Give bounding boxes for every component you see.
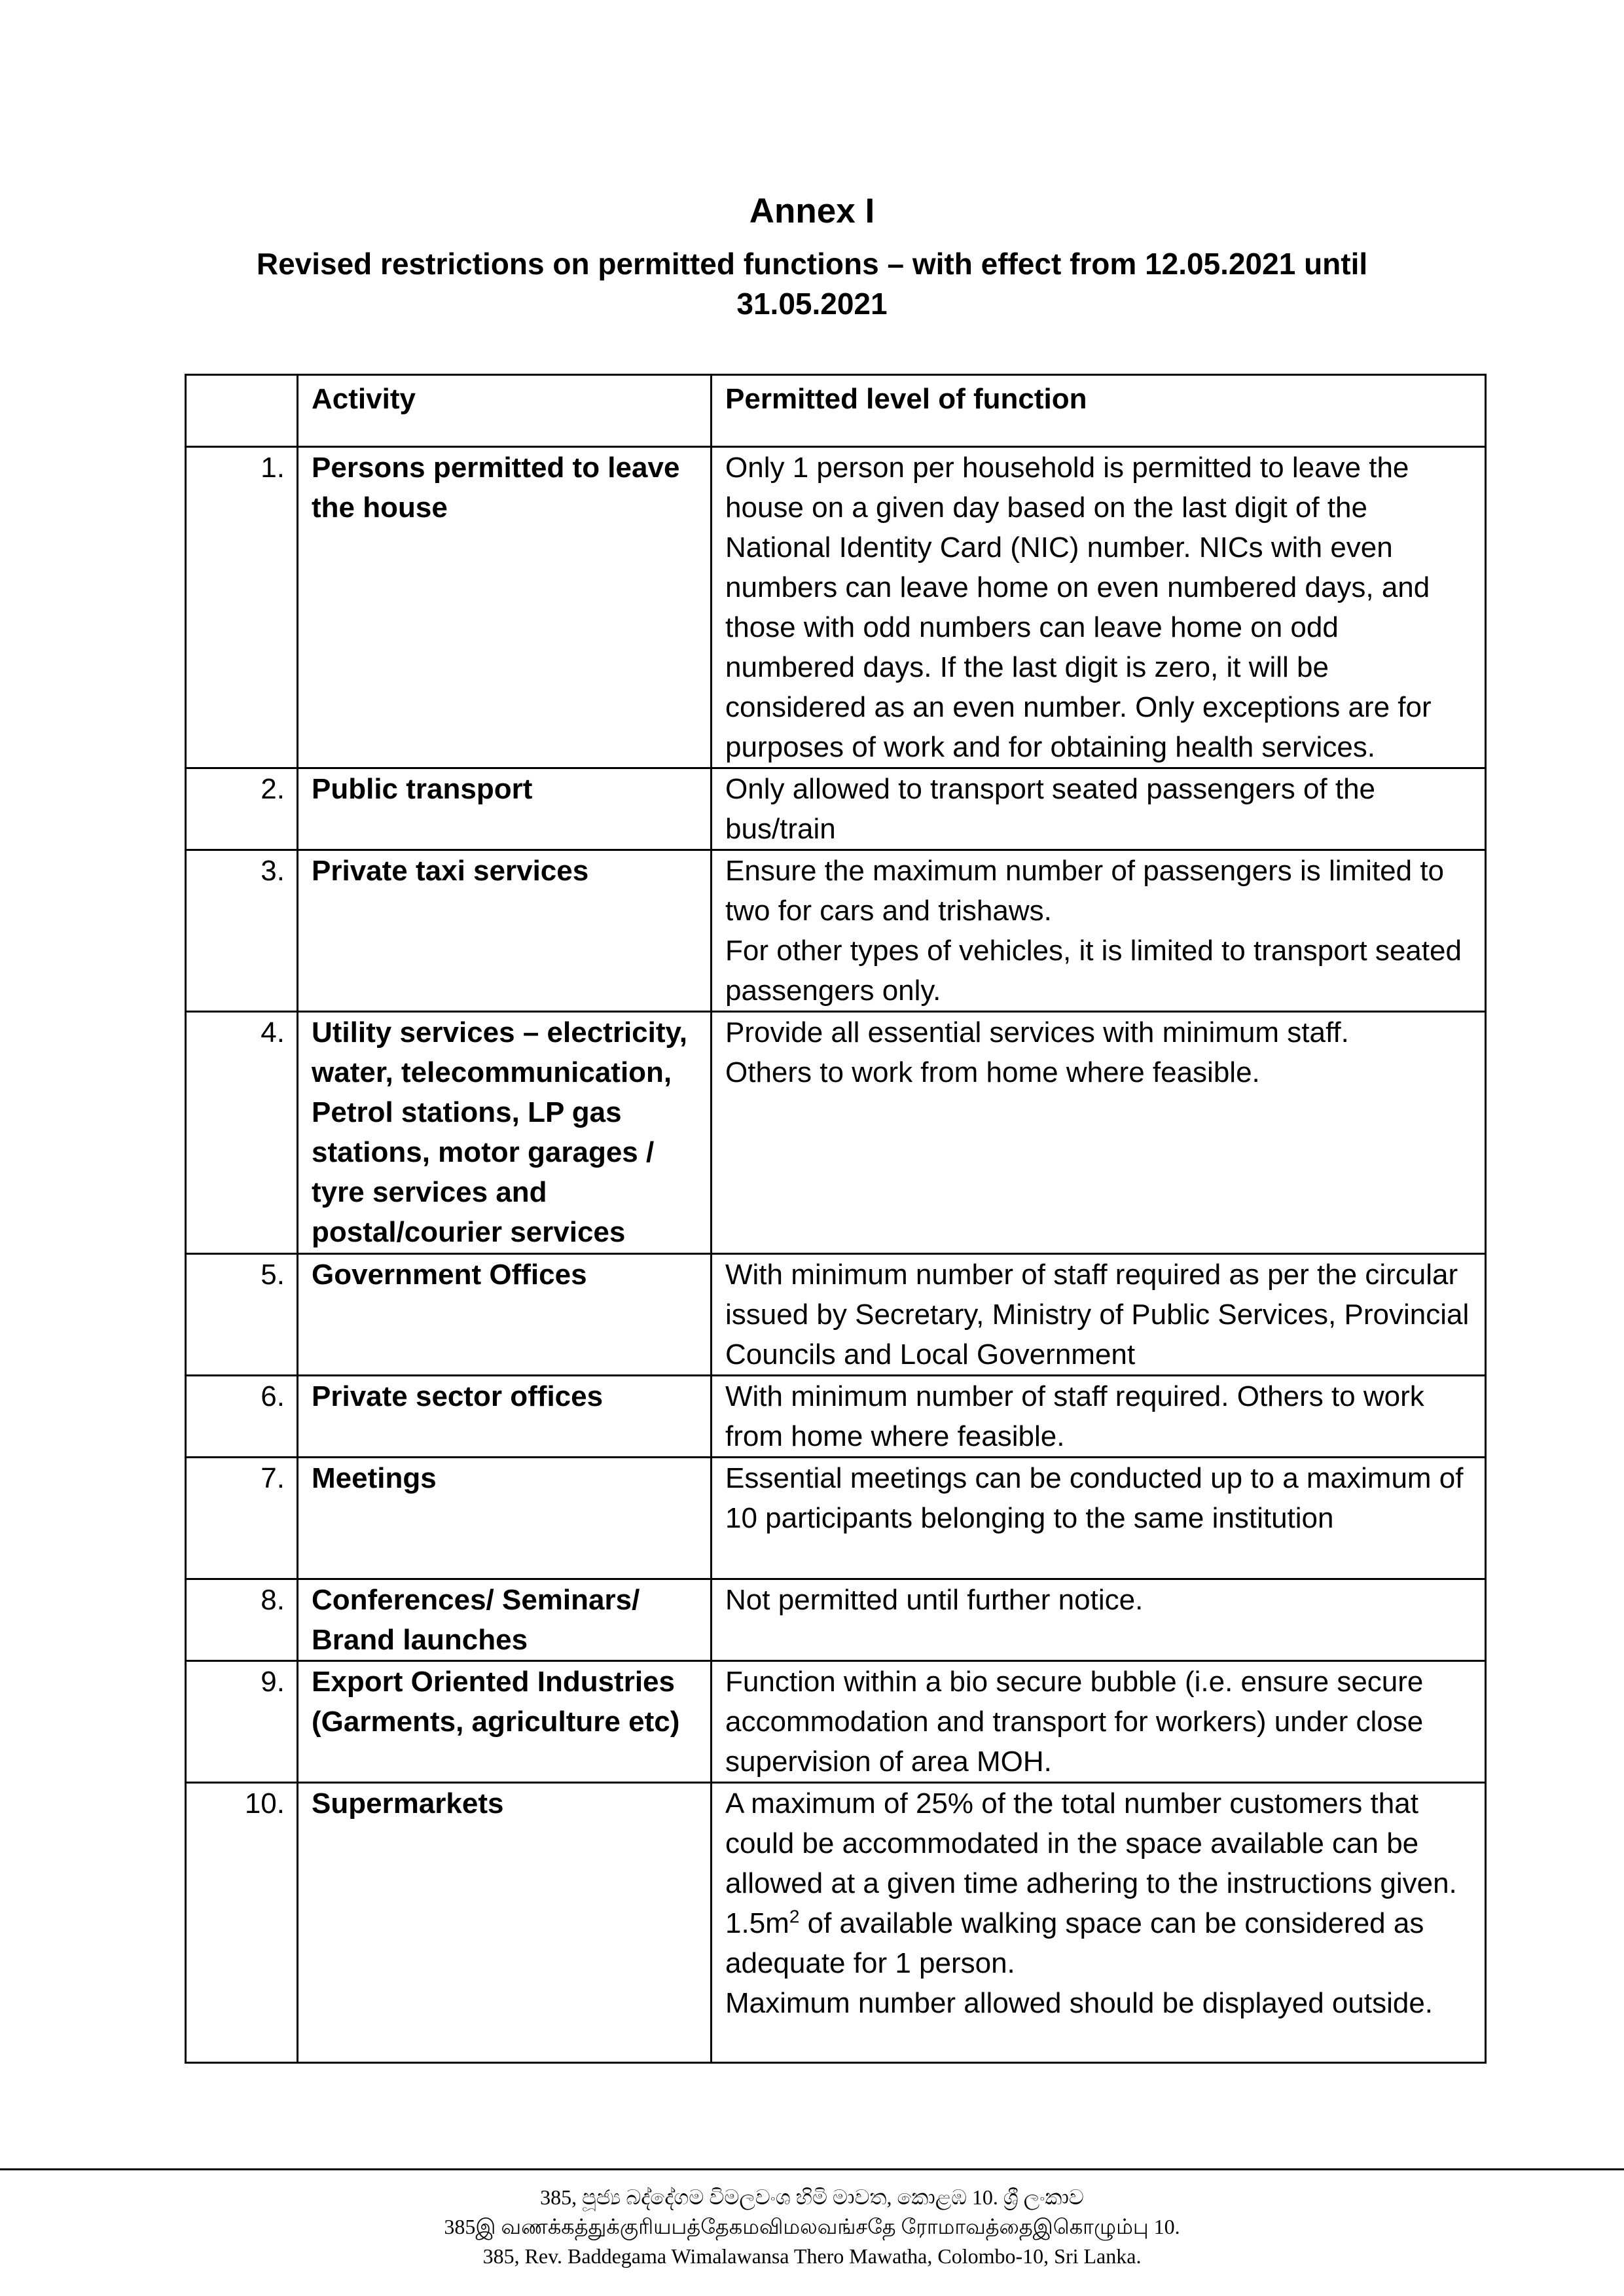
function-text: Only allowed to transport seated passengers of the bus/train [725,773,1376,845]
subtitle-line-2: 31.05.2021 [736,287,888,321]
function-text: Maximum number allowed should be displayed outside. [725,1987,1434,2019]
function-text: Ensure the maximum number of passengers is limited to two for cars and trishaws. [725,855,1445,927]
table-row [186,1458,1486,1579]
table-header-row [186,375,1486,447]
row-activity: Utility services – electricity, water, telecommunication, Petrol stations, LP gas stations, motor garages / tyre services and postal/courier services [298,1012,712,1254]
row-function [712,850,1486,1012]
table-row [186,768,1486,850]
row-activity: Private taxi services [298,850,712,1012]
row-function [712,1661,1486,1783]
row-function [712,768,1486,850]
table-row [186,1661,1486,1783]
subtitle-line-1: Revised restrictions on permitted functions – with effect from 12.05.2021 until [256,247,1368,281]
function-text: Essential meetings can be conducted up to a maximum of 10 participants belonging to the same institution [725,1462,1464,1534]
row-activity: Public transport [298,768,712,850]
row-number: 7. [186,1458,298,1579]
restrictions-table [185,374,1487,2064]
page-subtitle [196,244,1428,324]
footer-divider [0,2168,1624,2170]
row-number: 9. [186,1661,298,1783]
row-activity: Persons permitted to leave the house [298,447,712,768]
function-text: Function within a bio secure bubble (i.e. ensure secure accommodation and transport for workers) under close supervision of area MOH. [725,1666,1424,1778]
footer-address-tamil: 385இ வணக்கத்துக்குரியபத்தேகமவிமலவங்சதே ரோமாவத்தைஇகொழும்பு 10. [444,2215,1180,2238]
function-text-part: A maximum of 25% of the total number customers that could be accommodated in the space available can be allowed at a given time adhering to the instructions given. 1.5m [725,1787,1457,1939]
row-number: 1. [186,447,298,768]
footer-address-english: 385, Rev. Baddegama Wimalawansa Thero Mawatha, Colombo-10, Sri Lanka. [482,2244,1142,2268]
row-activity: Government Offices [298,1254,712,1376]
row-function [712,1376,1486,1458]
function-text: Not permitted until further notice. [725,1584,1144,1616]
function-text [725,1784,1473,1983]
table-row [186,447,1486,768]
row-function [712,1783,1486,2063]
function-text: For other types of vehicles, it is limited to transport seated passengers only. [725,935,1462,1007]
header-activity: Activity [298,375,712,447]
row-function [712,1254,1486,1376]
row-activity: Meetings [298,1458,712,1579]
table-row [186,1254,1486,1376]
row-function [712,1458,1486,1579]
row-activity: Export Oriented Industries (Garments, agriculture etc) [298,1661,712,1783]
footer-address [0,2183,1624,2271]
page-title: Annex I [749,192,875,230]
row-activity: Supermarkets [298,1783,712,2063]
row-number: 6. [186,1376,298,1458]
row-function [712,1012,1486,1254]
header-number [186,375,298,447]
row-number: 8. [186,1579,298,1661]
table-row [186,850,1486,1012]
row-number: 3. [186,850,298,1012]
function-text: With minimum number of staff required as per the circular issued by Secretary, Ministry of Public Services, Provincial Councils and Local Government [725,1259,1470,1371]
row-number: 4. [186,1012,298,1254]
function-text: With minimum number of staff required. Others to work from home where feasible. [725,1380,1424,1452]
row-number: 5. [186,1254,298,1376]
header-permitted-level: Permitted level of function [712,375,1486,447]
function-text: Only 1 person per household is permitted to leave the house on a given day based on the last digit of the National Identity Card (NIC) number. NICs with even numbers can leave home on even numbered days, and those with odd numbers can leave home on odd numbered days. If the last digit is zero, it will be considered as an even number. Only exceptions are for purposes of work and for obtaining health services. [725,452,1432,763]
row-activity: Private sector offices [298,1376,712,1458]
function-text: Others to work from home where feasible. [725,1056,1260,1088]
row-activity: Conferences/ Seminars/ Brand launches [298,1579,712,1661]
footer-address-sinhala: 385, පූජ්‍ය බද්දේගම විමලවංශ හිමි මාවත, කොළඹ 10. ශ්‍රී ලංකාව [540,2185,1084,2209]
row-number: 2. [186,768,298,850]
table-row [186,1579,1486,1661]
table-row [186,1376,1486,1458]
table-row [186,1012,1486,1254]
row-function [712,1579,1486,1661]
function-text: Provide all essential services with minimum staff. [725,1016,1349,1049]
function-text-part: of available walking space can be considered as adequate for 1 person. [725,1907,1424,1979]
row-number: 10. [186,1783,298,2063]
row-function [712,447,1486,768]
superscript-2: 2 [789,1906,800,1927]
table-row [186,1783,1486,2063]
